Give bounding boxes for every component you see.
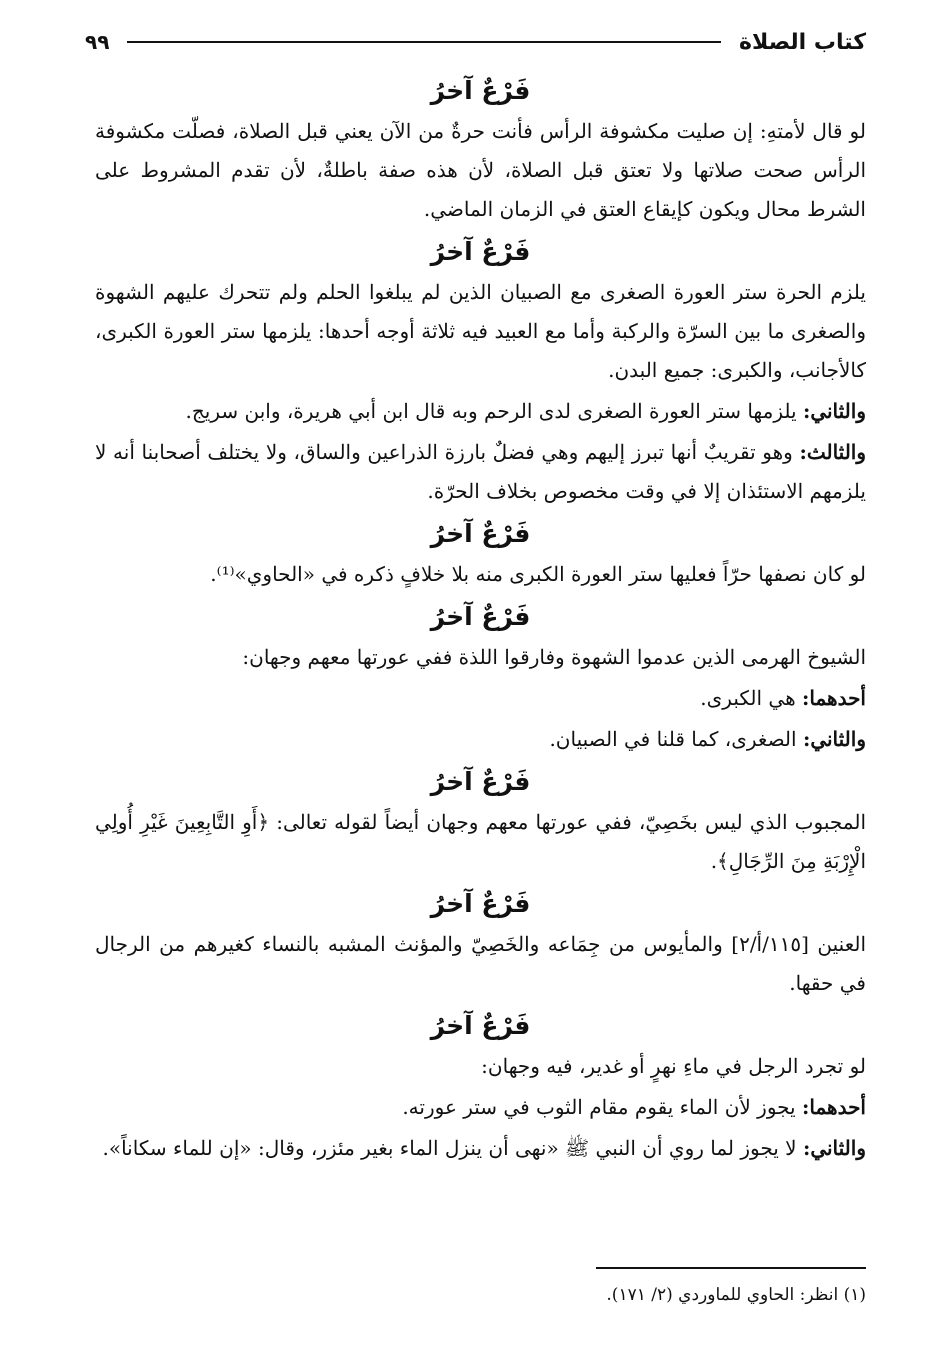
paragraph — [95, 392, 866, 431]
section-heading: فَرْعٌ آخرُ — [430, 1011, 531, 1040]
paragraph-text: لو تجرد الرجل في ماءِ نهرٍ أو غدير، فيه وجهان: — [481, 1054, 866, 1078]
paragraph-text: العنين [١١٥/أ/٢] والمأيوس من جِمَاعه والخَصِيّ والمؤنث المشبه بالنساء كغيرهم من الرجال في حقها. — [95, 932, 866, 995]
section-heading: فَرْعٌ آخرُ — [430, 602, 531, 631]
paragraph-lead: والثاني: — [802, 727, 866, 751]
paragraph — [95, 1047, 866, 1086]
paragraph-text: لا يجوز لما روي أن النبي ﷺ «نهى أن ينزل الماء بغير مئزر، وقال: «إن للماء سكاناً». — [102, 1136, 803, 1160]
paragraph-text: هي الكبرى. — [700, 686, 802, 710]
paragraph-text: يلزم الحرة ستر العورة الصغرى مع الصبيان الذين لم يبلغوا الحلم ولم تتحرك عليهم الشهوة والصغرى ما بين السرّة والركبة وأما مع العبيد فيه ثلاثة أوجه أحدها: يلزمها ستر العورة الكبرى، كالأجانب، والكبرى: جميع البدن. — [95, 280, 866, 382]
paragraph — [95, 720, 866, 759]
paragraph-lead: أحدهما: — [801, 1095, 866, 1119]
paragraph-lead: والثالث: — [799, 440, 867, 464]
paragraph-text: الشيوخ الهرمى الذين عدموا الشهوة وفارقوا اللذة ففي عورتها معهم وجهان: — [242, 645, 866, 669]
footnote-divider — [596, 1267, 866, 1269]
paragraph-lead: والثاني: — [802, 1136, 866, 1160]
header-rule — [127, 41, 721, 43]
page-header — [85, 22, 866, 62]
page-body — [95, 70, 866, 1170]
paragraph — [95, 638, 866, 677]
paragraph — [95, 433, 866, 511]
paragraph — [95, 273, 866, 390]
running-title: كتاب الصلاة — [739, 29, 866, 55]
paragraph — [95, 1129, 866, 1168]
paragraph-text: المجبوب الذي ليس بخَصِيّ، ففي عورتها معهم وجهان أيضاً لقوله تعالى: ﴿أَوِ التَّابِعِينَ غَيْرِ أُولِي الْإِرْبَةِ مِنَ الرِّجَالِ﴾. — [95, 810, 866, 873]
page-number: ٩٩ — [85, 30, 110, 54]
section-heading: فَرْعٌ آخرُ — [430, 519, 531, 548]
footnote: (١) انظر: الحاوي للماوردي (٢/ ١٧١). — [606, 1285, 866, 1305]
paragraph-text: يلزمها ستر العورة الصغرى لدى الرحم وبه قال ابن أبي هريرة، وابن سريج. — [185, 399, 803, 423]
paragraph-text: الصغرى، كما قلنا في الصبيان. — [549, 727, 803, 751]
paragraph-text: يجوز لأن الماء يقوم مقام الثوب في ستر عورته. — [402, 1095, 802, 1119]
section-heading: فَرْعٌ آخرُ — [430, 767, 531, 796]
section-heading: فَرْعٌ آخرُ — [430, 76, 531, 105]
section-heading: فَرْعٌ آخرُ — [430, 889, 531, 918]
paragraph — [95, 112, 866, 229]
paragraph — [95, 555, 866, 594]
paragraph — [95, 1088, 866, 1127]
section-heading: فَرْعٌ آخرُ — [430, 237, 531, 266]
paragraph-lead: أحدهما: — [801, 686, 866, 710]
paragraph-text: لو قال لأمتهِ: إن صليت مكشوفة الرأس فأنت حرةٌ من الآن يعني قبل الصلاة، فصلّت مكشوفة الرأس صحت صلاتها ولا تعتق قبل الصلاة، لأن هذه صفة باطلةٌ، لأن تقدم المشروط على الشرط محال ويكون كإيقاع العتق في الزمان الماضي. — [95, 119, 866, 221]
paragraph-text: لو كان نصفها حرّاً فعليها ستر العورة الكبرى منه بلا خلافٍ ذكره في «الحاوي»⁽¹⁾. — [210, 562, 866, 586]
paragraph-lead: والثاني: — [802, 399, 866, 423]
paragraph — [95, 803, 866, 881]
paragraph — [95, 925, 866, 1003]
paragraph — [95, 679, 866, 718]
paragraph-text: وهو تقريبٌ أنها تبرز إليهم وهي فضلٌ بارزة الذراعين والساق، ولا يختلف أصحابنا أنه لا يلزمهم الاستئذان إلا في وقت مخصوص بخلاف الحرّة. — [95, 440, 866, 503]
